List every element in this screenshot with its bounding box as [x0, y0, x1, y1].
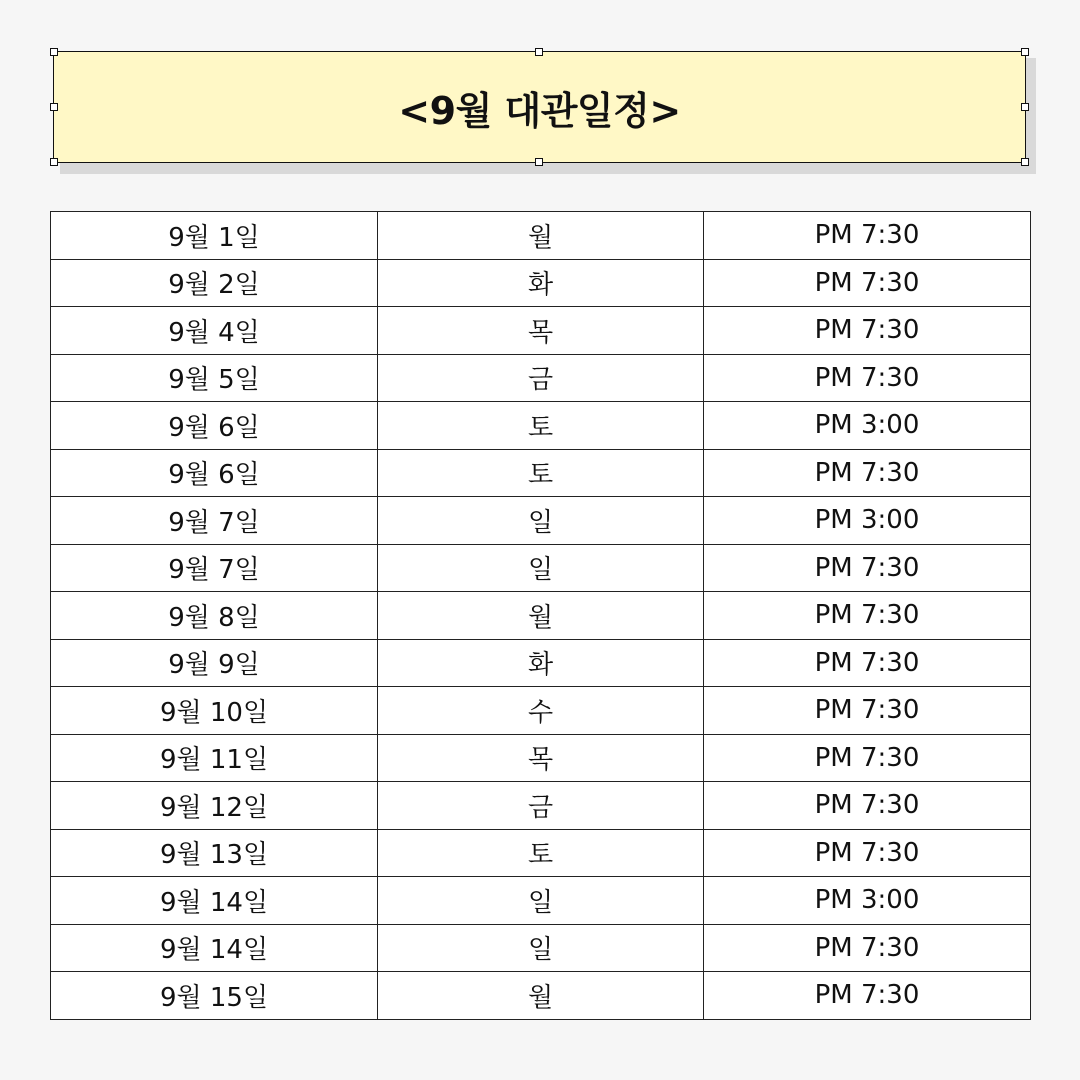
- table-row: [51, 877, 1031, 925]
- resize-handle-top-right[interactable]: [1021, 48, 1029, 56]
- table-row: [51, 972, 1031, 1020]
- weekday-cell[interactable]: 월: [378, 212, 704, 260]
- time-cell[interactable]: PM 7:30: [704, 307, 1031, 355]
- date-cell[interactable]: 9월 5일: [51, 354, 378, 402]
- date-cell[interactable]: 9월 14일: [51, 877, 378, 925]
- date-cell[interactable]: 9월 4일: [51, 307, 378, 355]
- time-cell[interactable]: PM 7:30: [704, 354, 1031, 402]
- time-cell[interactable]: PM 7:30: [704, 924, 1031, 972]
- weekday-cell[interactable]: 금: [378, 782, 704, 830]
- weekday-cell[interactable]: 토: [378, 402, 704, 450]
- date-cell[interactable]: 9월 8일: [51, 592, 378, 640]
- time-cell[interactable]: PM 7:30: [704, 972, 1031, 1020]
- resize-handle-bottom-left[interactable]: [50, 158, 58, 166]
- weekday-cell[interactable]: 금: [378, 354, 704, 402]
- time-cell[interactable]: PM 7:30: [704, 734, 1031, 782]
- table-row: [51, 212, 1031, 260]
- weekday-cell[interactable]: 일: [378, 924, 704, 972]
- time-cell[interactable]: PM 7:30: [704, 829, 1031, 877]
- weekday-cell[interactable]: 토: [378, 829, 704, 877]
- time-cell[interactable]: PM 3:00: [704, 877, 1031, 925]
- date-cell[interactable]: 9월 7일: [51, 497, 378, 545]
- weekday-cell[interactable]: 목: [378, 307, 704, 355]
- weekday-cell[interactable]: 월: [378, 592, 704, 640]
- schedule-table-body: [51, 212, 1031, 1020]
- time-cell[interactable]: PM 7:30: [704, 687, 1031, 735]
- weekday-cell[interactable]: 일: [378, 544, 704, 592]
- date-cell[interactable]: 9월 2일: [51, 259, 378, 307]
- date-cell[interactable]: 9월 1일: [51, 212, 378, 260]
- page-title: <9월 대관일정>: [398, 88, 681, 133]
- table-row: [51, 449, 1031, 497]
- table-row: [51, 924, 1031, 972]
- weekday-cell[interactable]: 목: [378, 734, 704, 782]
- date-cell[interactable]: 9월 13일: [51, 829, 378, 877]
- table-row: [51, 782, 1031, 830]
- weekday-cell[interactable]: 일: [378, 877, 704, 925]
- weekday-cell[interactable]: 일: [378, 497, 704, 545]
- weekday-cell[interactable]: 화: [378, 639, 704, 687]
- time-cell[interactable]: PM 7:30: [704, 449, 1031, 497]
- time-cell[interactable]: PM 7:30: [704, 782, 1031, 830]
- table-row: [51, 497, 1031, 545]
- table-row: [51, 259, 1031, 307]
- time-cell[interactable]: PM 7:30: [704, 259, 1031, 307]
- date-cell[interactable]: 9월 11일: [51, 734, 378, 782]
- date-cell[interactable]: 9월 10일: [51, 687, 378, 735]
- weekday-cell[interactable]: 월: [378, 972, 704, 1020]
- date-cell[interactable]: 9월 15일: [51, 972, 378, 1020]
- title-text-box[interactable]: [53, 51, 1026, 163]
- table-row: [51, 402, 1031, 450]
- time-cell[interactable]: PM 7:30: [704, 639, 1031, 687]
- time-cell[interactable]: PM 7:30: [704, 212, 1031, 260]
- date-cell[interactable]: 9월 12일: [51, 782, 378, 830]
- resize-handle-middle-right[interactable]: [1021, 103, 1029, 111]
- table-row: [51, 734, 1031, 782]
- schedule-table: [50, 211, 1031, 1020]
- time-cell[interactable]: PM 7:30: [704, 592, 1031, 640]
- weekday-cell[interactable]: 수: [378, 687, 704, 735]
- resize-handle-middle-left[interactable]: [50, 103, 58, 111]
- date-cell[interactable]: 9월 6일: [51, 449, 378, 497]
- resize-handle-bottom-center[interactable]: [535, 158, 543, 166]
- date-cell[interactable]: 9월 6일: [51, 402, 378, 450]
- resize-handle-top-left[interactable]: [50, 48, 58, 56]
- date-cell[interactable]: 9월 7일: [51, 544, 378, 592]
- table-row: [51, 592, 1031, 640]
- table-row: [51, 307, 1031, 355]
- table-row: [51, 829, 1031, 877]
- resize-handle-bottom-right[interactable]: [1021, 158, 1029, 166]
- table-row: [51, 639, 1031, 687]
- table-row: [51, 354, 1031, 402]
- weekday-cell[interactable]: 화: [378, 259, 704, 307]
- weekday-cell[interactable]: 토: [378, 449, 704, 497]
- date-cell[interactable]: 9월 14일: [51, 924, 378, 972]
- resize-handle-top-center[interactable]: [535, 48, 543, 56]
- date-cell[interactable]: 9월 9일: [51, 639, 378, 687]
- table-row: [51, 687, 1031, 735]
- time-cell[interactable]: PM 3:00: [704, 402, 1031, 450]
- time-cell[interactable]: PM 3:00: [704, 497, 1031, 545]
- table-row: [51, 544, 1031, 592]
- time-cell[interactable]: PM 7:30: [704, 544, 1031, 592]
